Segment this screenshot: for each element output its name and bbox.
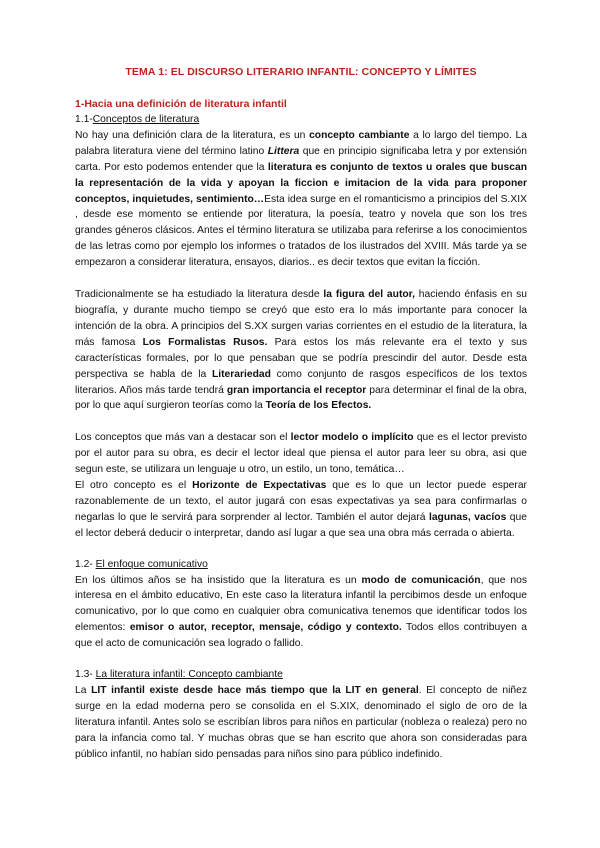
subsection-label: El enfoque comunicativo bbox=[95, 558, 208, 570]
emphasis: Literariedad bbox=[211, 368, 271, 380]
emphasis: literatura es conjunto de textos u orales que buscan la representación de la vida y apoyan la ficcion e imitacion de la vida para proponer conceptos, inquietudes, sentimiento… bbox=[75, 161, 527, 205]
text-run: a lo largo del tiempo. La palabra literatura viene del término latino bbox=[75, 129, 527, 157]
text-run: como conjunto de rasgos específicos de los textos literarios. Años más tarde tendrá bbox=[75, 368, 528, 396]
text-run: Para estos los más relevante era el texto y sus características formales, por lo que pensaban que se podría prescindir del autor. Desde esta perspectiva se habla de la bbox=[75, 336, 527, 380]
text-run: Tradicionalmente se ha estudiado la literatura desde bbox=[75, 289, 324, 301]
text-run: haciendo énfasis en su biografía, y durante mucho tiempo se creyó que esto era lo más importante para conocer la intención de la obra. A principios del S.XX surgen varias corrientes en el estudio de la literatura, la más famosa bbox=[75, 289, 527, 348]
text-run: En los últimos años se ha insistido que la literatura es un bbox=[75, 574, 362, 586]
text-run: La bbox=[75, 685, 92, 696]
text-run: El otro concepto es el bbox=[75, 480, 193, 492]
paragraph-6 bbox=[75, 683, 527, 763]
emphasis: concepto cambiante bbox=[309, 129, 410, 141]
document-page bbox=[75, 66, 527, 763]
document-title: TEMA 1: EL DISCURSO LITERARIO INFANTIL: CONCEPTO Y LÍMITES bbox=[125, 66, 477, 78]
emphasis: Teoría de los Efectos. bbox=[265, 400, 372, 412]
text-run: que el lector deberá deducir o interpretar, dando así lugar a que sea una obra más cerrada o abierta. bbox=[75, 511, 527, 539]
text-run: que es lo que un lector puede esperar razonablemente de un texto, el autor jugará con esas expectativas ya sea para confirmarlas o negarlas lo que le servirá para sorprender al lector. También el autor dejará bbox=[75, 480, 527, 523]
subsection-label: La literatura infantil: Concepto cambiante bbox=[95, 669, 283, 681]
emphasis-italic: Littera bbox=[267, 145, 300, 157]
text-run: Esta idea surge en el romanticismo a principios del S.XIX , desde ese momento se entiende por literatura, la poesía, teatro y novela que son los tres grandes géneros clásicos. Antes el término literatura se utilizaba para referirse a los conocimientos de las letras como por ejemplo los informes o tratados de los ilustrados del XVIII. Más tarde ya se empezaron a considerar literatura, ensayos, diarios.. es decir textos que evitan la ficción. bbox=[75, 193, 527, 269]
subsection-heading-1-3 bbox=[75, 667, 527, 683]
subsection-number: 1.3- bbox=[75, 669, 93, 681]
paragraph-3 bbox=[75, 430, 527, 478]
emphasis: emisor o autor, receptor, mensaje, código y contexto. bbox=[129, 622, 402, 634]
emphasis: modo de comunicación bbox=[361, 574, 481, 586]
emphasis: lector modelo o implícito bbox=[290, 432, 414, 444]
text-run: No hay una definición clara de la literatura, es un bbox=[75, 129, 310, 141]
section-heading-1: 1-Hacia una definición de literatura infantil bbox=[75, 98, 287, 110]
paragraph-1 bbox=[75, 128, 527, 271]
text-run: , que nos interesa en el ámbito educativo, En este caso la literatura infantil la percibimos desde un enfoque comunicativo, por lo que como en cualquier obra comunicativa tenemos que identificar todos los elementos: bbox=[75, 574, 527, 634]
text-run: para determinar el final de la obra, por lo que aquí surgieron teorías como la bbox=[75, 384, 527, 412]
paragraph-2 bbox=[75, 287, 527, 414]
emphasis: LIT infantil existe desde hace más tiempo que la LIT en general bbox=[91, 685, 419, 696]
subsection-number: 1.1- bbox=[75, 114, 93, 125]
text-run: que en principio significaba letra y por extensión carta. Por esto podemos entender que la bbox=[75, 145, 527, 173]
subsection-heading-1-1 bbox=[75, 112, 527, 128]
emphasis: la figura del autor, bbox=[323, 289, 415, 301]
subsection-label: Conceptos de literatura bbox=[92, 114, 200, 125]
subsection-heading-1-2 bbox=[75, 557, 527, 573]
text-run: Todos ellos contribuyen a que el acto de comunicación sea logrado o fallido. bbox=[75, 622, 527, 650]
text-run: que es el lector previsto por el autor para su obra, es decir el lector ideal que piensa el autor para leer su obra, asi que segun este, se utilizara un lenguaje u otro, un estilo, un tono, temática… bbox=[75, 432, 528, 476]
emphasis: Los Formalistas Rusos. bbox=[142, 336, 268, 348]
text-run: Los conceptos que más van a destacar son el bbox=[75, 432, 291, 444]
emphasis: gran importancia el receptor bbox=[226, 384, 367, 396]
text-run: . El concepto de niñez surge en la edad moderna pero se consolida en el S.XIX, denominado el siglo de oro de la literatura infantil. Antes solo se escribían libros para niños en particular (nobleza o realeza) pero no para la infancia como tal. Y muchas obras que se han escrito que ahora son consideradas para público infantil, no habían sido pensadas para niños sino para público indefinido. bbox=[75, 685, 527, 760]
paragraph-4 bbox=[75, 478, 527, 542]
emphasis: lagunas, vacíos bbox=[428, 511, 507, 523]
subsection-number: 1.2- bbox=[75, 558, 93, 570]
emphasis: Horizonte de Expectativas bbox=[192, 480, 327, 492]
paragraph-5 bbox=[75, 573, 527, 653]
